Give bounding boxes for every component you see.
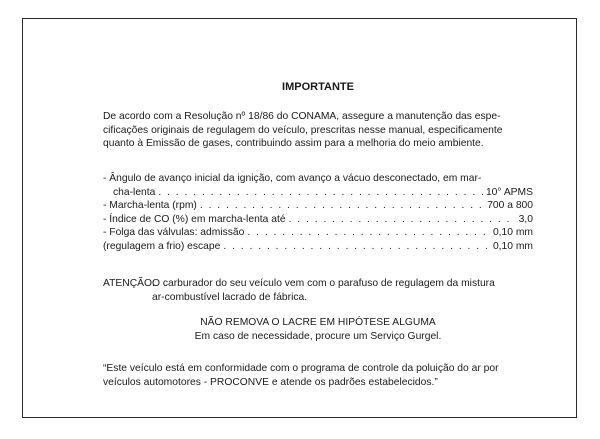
spec-value: 0,10 mm — [492, 240, 533, 252]
page-title: IMPORTANTE — [282, 81, 354, 93]
document-frame — [22, 18, 577, 418]
spec-ignition — [103, 186, 533, 200]
proconve-statement — [103, 362, 533, 389]
spec-valve-exhaust — [103, 240, 533, 254]
spec-label: - Índice de CO (%) em marcha-lenta até — [103, 213, 286, 225]
dot-leader — [247, 226, 490, 240]
spec-idle-rpm — [103, 199, 533, 213]
intro-line: quanto à Emissão de gases, contribuindo assim para a melhoria do meio ambiente. — [103, 138, 484, 149]
warning-heading: NÃO REMOVA O LACRE EM HIPÓTESE ALGUMA — [200, 317, 436, 328]
spec-label: - Folga das válvulas: admissão — [103, 227, 245, 238]
dot-leader — [158, 186, 483, 200]
dot-leader — [223, 240, 490, 254]
intro-line: cificações originais de regulagem do veículo, prescritas nesse manual, especificamente — [103, 124, 503, 136]
attention-text — [152, 277, 534, 304]
spec-label: - Ângulo de avanço inicial da ignição, com avanço a vácuo desconectado, em mar- — [103, 173, 482, 184]
intro-line: De acordo com a Resolução nº 18/86 do CONAMA, assegure a manutenção das espe- — [103, 111, 501, 122]
spec-value: 0,10 mm — [492, 227, 533, 238]
warning-subtext: Em caso de necessidade, procure um Serviço Gurgel. — [194, 330, 442, 342]
statement-line: “Este veículo está em conformidade com o programa de controle da poluição do ar por — [103, 363, 499, 374]
attention-label: ATENÇÃO: — [103, 278, 155, 289]
dot-leader — [289, 213, 516, 227]
spec-value: 10° APMS — [485, 186, 533, 198]
spec-co-index — [103, 213, 533, 227]
spec-label: - Marcha-lenta (rpm) — [103, 200, 197, 211]
attention-line: ar-combustível lacrado de fábrica. — [152, 291, 308, 303]
statement-line: veículos automotores - PROCONVE e atende os padrões estabelecidos.” — [103, 376, 438, 388]
dot-leader — [200, 199, 484, 213]
spec-valve-intake — [103, 226, 533, 240]
spec-value: 700 a 800 — [487, 200, 533, 211]
attention-line: O carburador do seu veículo vem com o parafuso de regulagem da mistura — [152, 278, 495, 289]
seal-warning — [103, 316, 533, 343]
intro-paragraph — [103, 110, 533, 151]
spec-ignition-heading — [103, 172, 533, 186]
spec-label: (regulagem a frio) escape — [103, 240, 221, 252]
spec-value: 3,0 — [518, 213, 533, 225]
spec-label: cha-lenta — [113, 186, 156, 198]
spec-list — [103, 172, 533, 253]
